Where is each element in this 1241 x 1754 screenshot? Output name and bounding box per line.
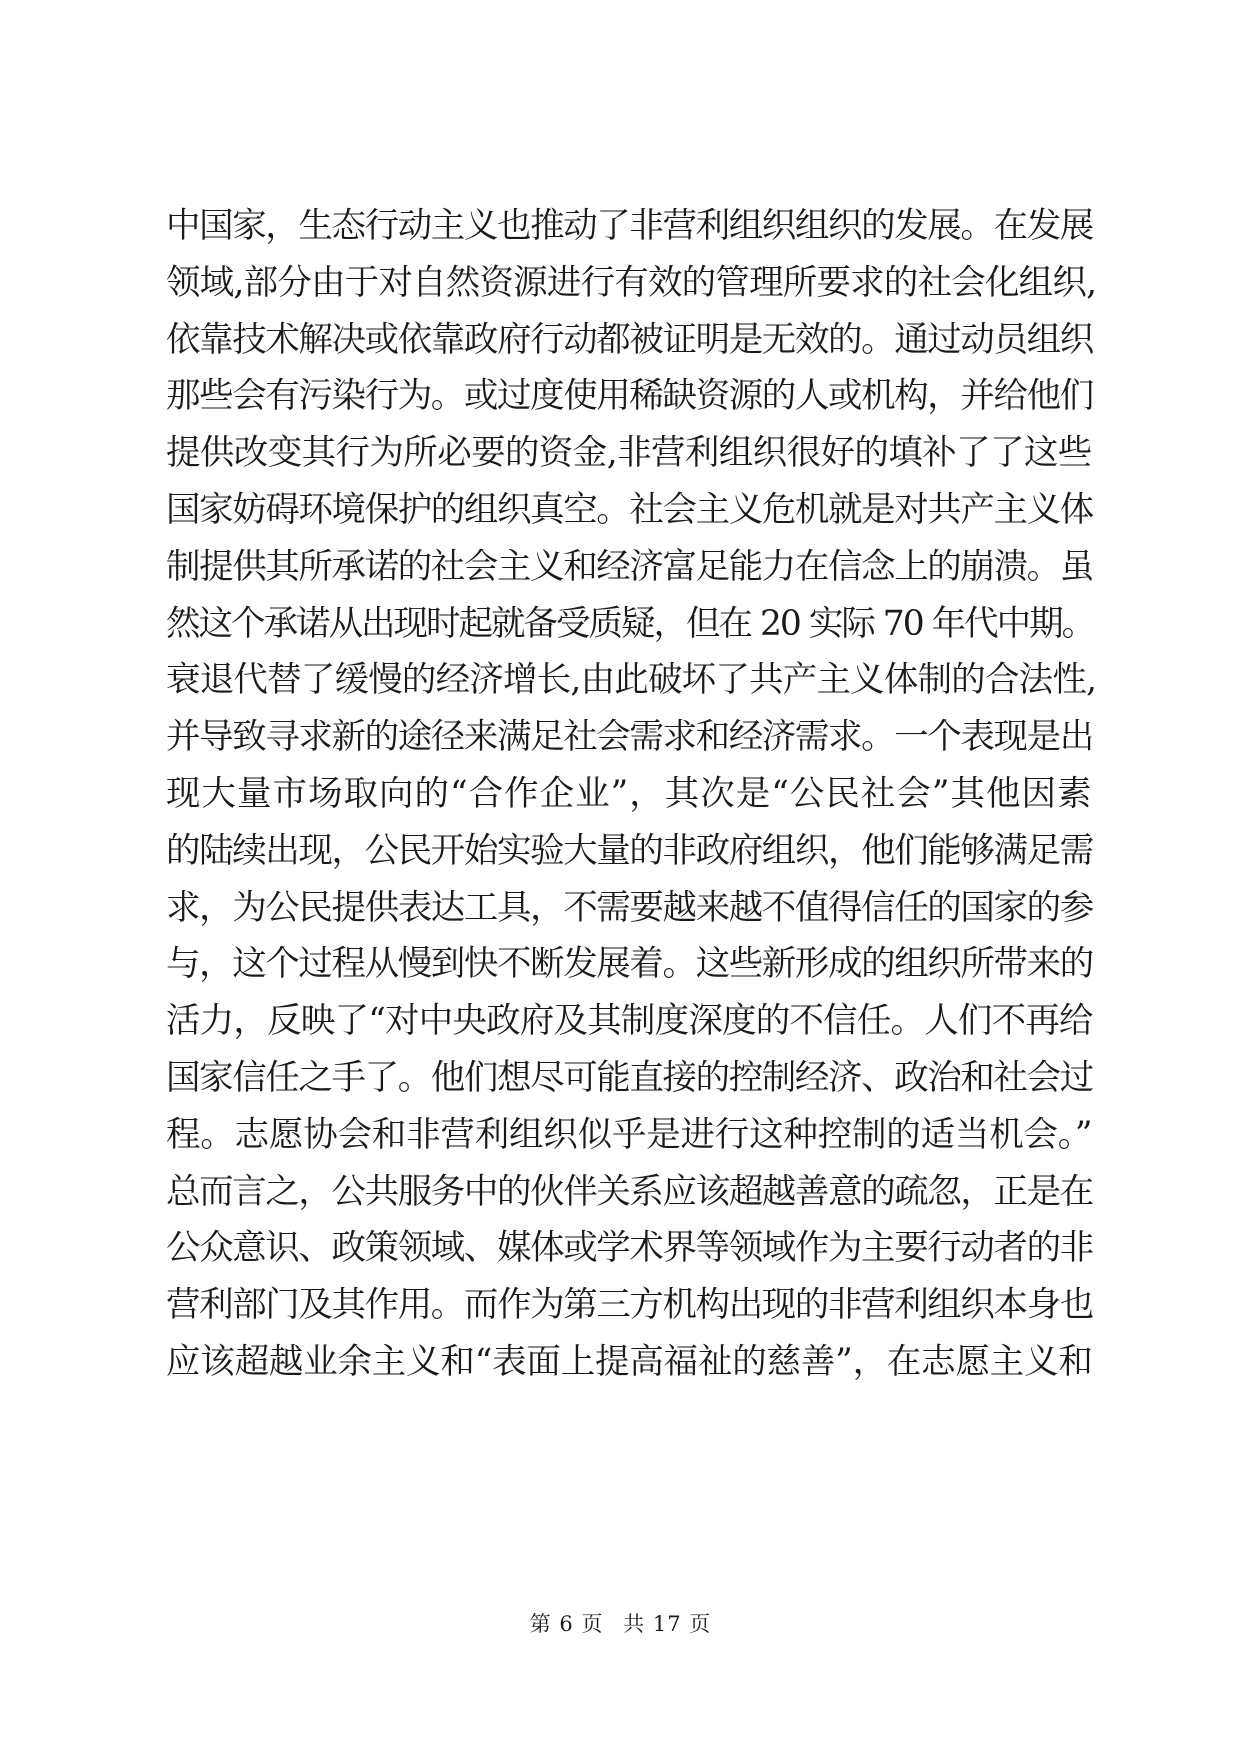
text-line: 程。志愿协会和非营利组织似乎是进行这种控制的适当机会。” bbox=[166, 1114, 1093, 1155]
text-line: 国家信任之手了。他们想尽可能直接的控制经济、政治和社会过 bbox=[166, 1057, 1093, 1098]
text-line: 公众意识、政策领域、媒体或学术界等领域作为主要行动者的非 bbox=[166, 1228, 1093, 1269]
text-line: 与，这个过程从慢到快不断发展着。这些新形成的组织所带来的 bbox=[166, 944, 1093, 985]
text-line: 活力，反映了“对中央政府及其制度深度的不信任。人们不再给 bbox=[166, 1001, 1093, 1042]
text-line: 并导致寻求新的途径来满足社会需求和经济需求。一个表现是出 bbox=[166, 717, 1093, 758]
text-line: 领域,部分由于对自然资源进行有效的管理所要求的社会化组织, bbox=[166, 262, 1097, 303]
text-line: 总而言之，公共服务中的伙伴关系应该超越善意的疏忽，正是在 bbox=[166, 1171, 1093, 1212]
text-line: 国家妨碍环境保护的组织真空。社会主义危机就是对共产主义体 bbox=[166, 489, 1093, 530]
text-line: 中国家，生态行动主义也推动了非营利组织组织的发展。在发展 bbox=[166, 206, 1093, 246]
body-text bbox=[166, 198, 1096, 1391]
text-line: 现大量市场取向的“合作企业”，其次是“公民社会”其他因素 bbox=[166, 773, 1093, 814]
text-line: 的陆续出现，公民开始实验大量的非政府组织，他们能够满足需 bbox=[166, 830, 1093, 871]
text-line: 制提供其所承诺的社会主义和经济富足能力在信念上的崩溃。虽 bbox=[166, 546, 1093, 587]
text-line: 衰退代替了缓慢的经济增长,由此破坏了共产主义体制的合法性, bbox=[166, 660, 1097, 701]
text-line: 那些会有污染行为。或过度使用稀缺资源的人或机构，并给他们 bbox=[166, 376, 1093, 417]
page-footer bbox=[0, 1608, 1241, 1638]
text-line: 求，为公民提供表达工具，不需要越来越不值得信任的国家的参 bbox=[166, 887, 1093, 928]
text-line: 然这个承诺从出现时起就备受质疑，但在 20 实际 70 年代中期。 bbox=[166, 603, 1095, 644]
total-pages: 共 17 页 bbox=[623, 1612, 712, 1636]
text-line: 营利部门及其作用。而作为第三方机构出现的非营利组织本身也 bbox=[166, 1285, 1093, 1326]
text-line: 依靠技术解决或依靠政府行动都被证明是无效的。通过动员组织 bbox=[166, 319, 1093, 360]
text-line: 应该超越业余主义和“表面上提高福祉的慈善”，在志愿主义和 bbox=[166, 1341, 1093, 1382]
text-line: 提供改变其行为所必要的资金,非营利组织很好的填补了了这些 bbox=[166, 433, 1092, 474]
page-number: 第 6 页 bbox=[529, 1612, 604, 1636]
